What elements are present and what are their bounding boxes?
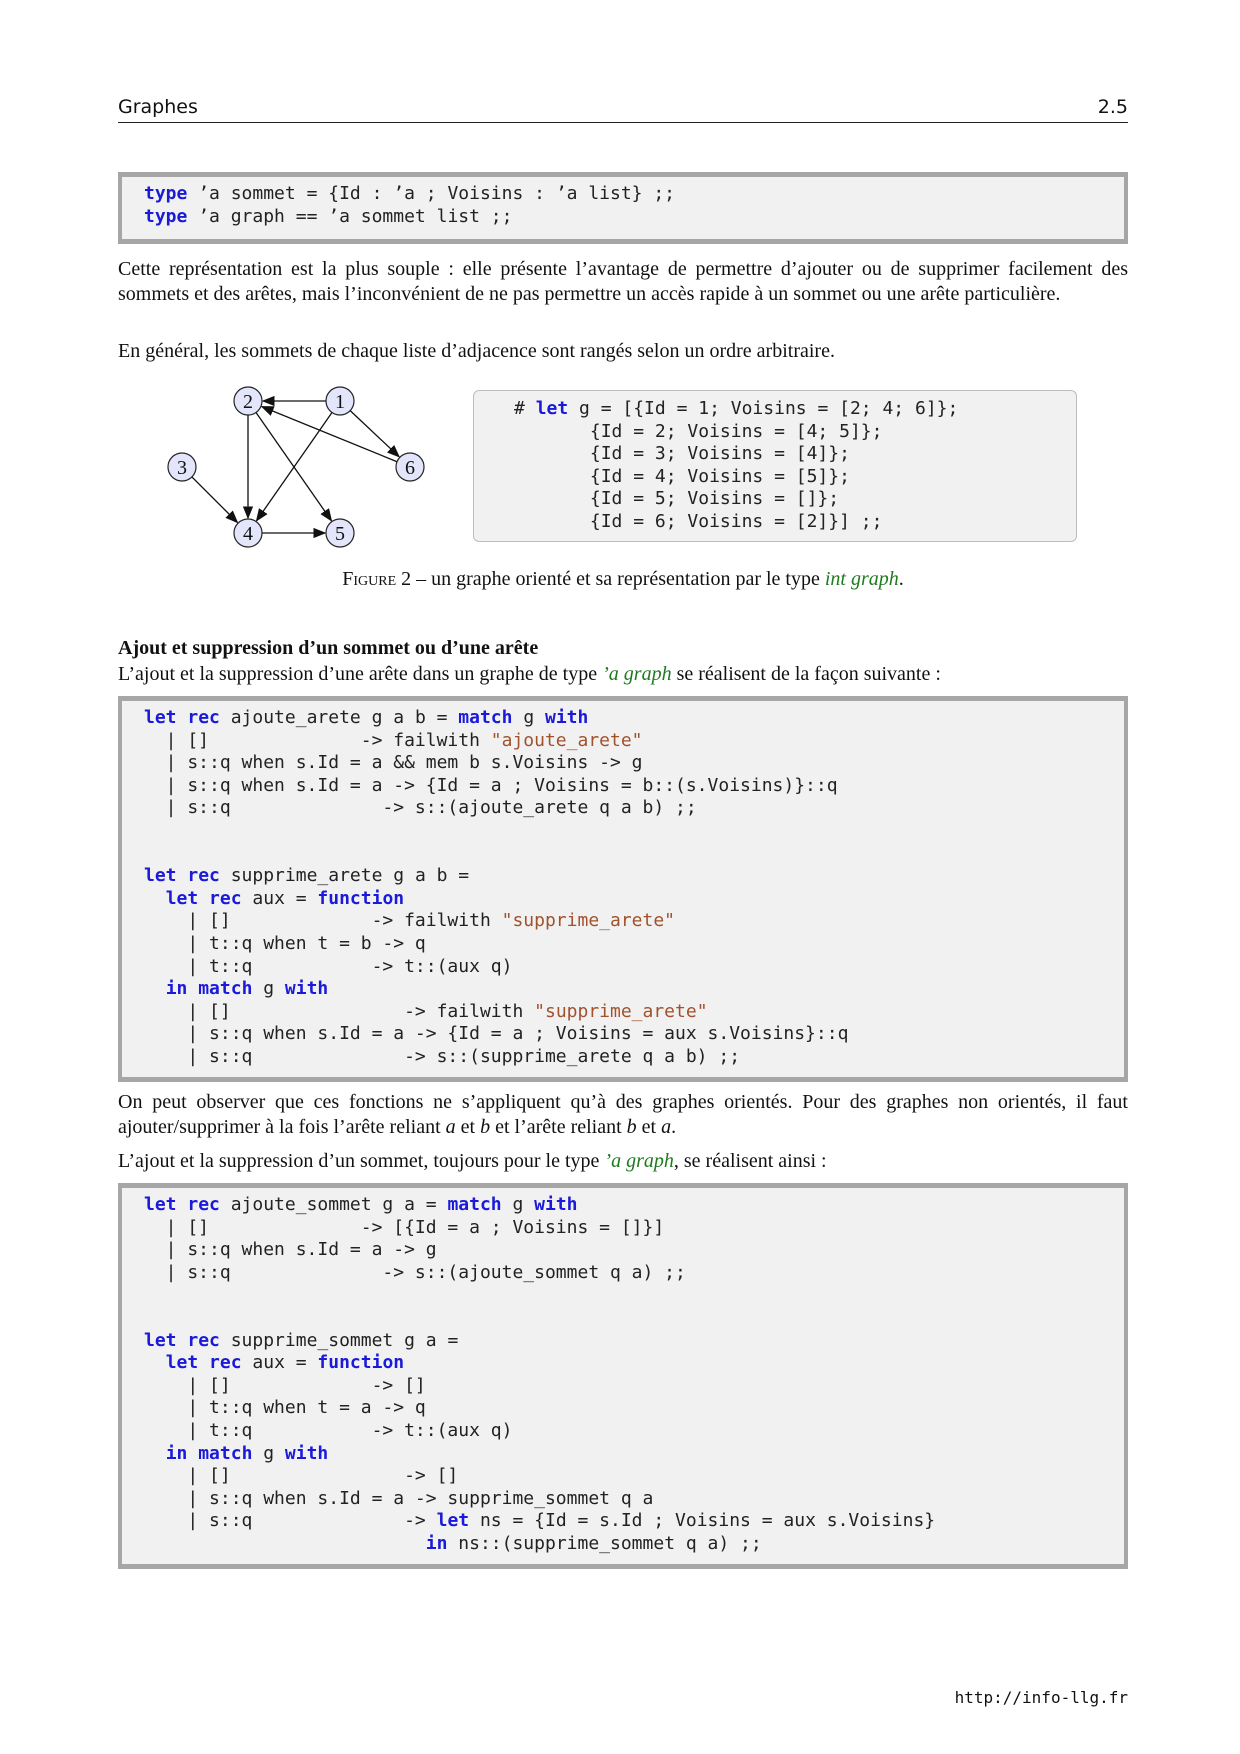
code-line: {Id = 3; Voisins = [4]}; bbox=[514, 443, 850, 465]
text: L’ajout et la suppression d’une arête dans un graphe de type bbox=[118, 663, 603, 685]
svg-text:5: 5 bbox=[335, 523, 345, 545]
text: On peut observer que ces fonctions ne s’appliquent qu’à des graphes orientés. Pour des graphes non orientés, il faut ajouter/supprimer à la fois l’arête reliant bbox=[118, 1091, 1128, 1138]
graph-node-1 bbox=[326, 387, 354, 415]
paragraph-order: En général, les sommets de chaque liste d’adjacence sont rangés selon un ordre arbitraire. bbox=[118, 340, 835, 362]
caption-text: – un graphe orienté et sa représentation par le type bbox=[411, 568, 825, 590]
paragraph-observation bbox=[118, 1090, 1128, 1139]
type-name: ’a graph bbox=[604, 1150, 674, 1172]
svg-text:4: 4 bbox=[243, 523, 253, 545]
paragraph-representation: Cette représentation est la plus souple : elle présente l’avantage de permettre d’ajouter ou de supprimer facilement des sommets et des arêtes, mais l’inconvénient de ne pas permettre un accès rapide à un sommet ou une arête particulière. bbox=[118, 258, 1128, 305]
code-line: {Id = 4; Voisins = [5]}; bbox=[514, 465, 850, 487]
subsection-title: Ajout et suppression d’un sommet ou d’une arête bbox=[118, 637, 539, 659]
code-block-vertices: let rec ajoute_sommet g a = match g with | [] -> [{Id = a ; Voisins = []}] | s::q when s.Id = a -> g | s::q -> s::(ajoute_sommet q a) ;; let rec supprime_sommet g a = let rec aux = function | [] -> [] | t::q when t = a -> q | t::q -> t::(aux q) in match g with | [] -> [] | s::q when s.Id = a -> supprime_sommet q a | s::q -> let ns = {Id = s.Id ; Voisins = aux s.Voisins} in ns::(supprime_sommet q a) ;; bbox=[118, 1188, 1128, 1564]
page-number: 2.5 bbox=[1097, 96, 1128, 118]
var-b: b bbox=[626, 1115, 637, 1138]
text: et bbox=[636, 1115, 662, 1138]
graph-code-box bbox=[473, 390, 1077, 542]
text: , se réalisent ainsi : bbox=[673, 1150, 827, 1172]
text: . bbox=[671, 1115, 677, 1138]
graph-edges bbox=[192, 401, 399, 533]
code-keyword: type bbox=[144, 205, 188, 227]
section-title: Graphes bbox=[118, 96, 198, 118]
var-a: a bbox=[445, 1115, 456, 1138]
footer-url[interactable]: http://info-llg.fr bbox=[954, 1688, 1128, 1707]
graph-node-6 bbox=[396, 453, 424, 481]
var-b: b bbox=[480, 1115, 491, 1138]
svg-text:2: 2 bbox=[243, 391, 253, 413]
text: L’ajout et la suppression d’un sommet, toujours pour le type bbox=[118, 1150, 605, 1172]
figure-label: Figure bbox=[342, 568, 397, 590]
type-name: ’a graph bbox=[602, 663, 672, 685]
graph-node-3 bbox=[168, 453, 196, 481]
text: et l’arête reliant bbox=[490, 1115, 627, 1138]
code-prompt: # bbox=[514, 398, 536, 419]
graph-nodes bbox=[168, 387, 424, 547]
svg-text:6: 6 bbox=[405, 457, 415, 479]
code-line: ’a sommet = {Id : ’a ; Voisins : ’a list} ;; bbox=[187, 183, 676, 204]
code-keyword: type bbox=[144, 183, 188, 204]
graph-edge-3-4 bbox=[192, 477, 237, 522]
graph-edge-1-6 bbox=[350, 411, 399, 457]
code-block-edges: let rec ajoute_arete g a b = match g with | [] -> failwith "ajoute_arete" | s::q when s.Id = a && mem b s.Voisins -> g | s::q when s.Id = a -> {Id = a ; Voisins = b::(s.Voisins)}::q | s::q -> s::(ajoute_arete q a b) ;; let rec supprime_arete g a b = let rec aux = function | [] -> failwith "supprime_arete" | t::q when t = b -> q | t::q -> t::(aux q) in match g with | [] -> failwith "supprime_arete" | s::q when s.Id = a -> {Id = a ; Voisins = aux s.Voisins}::q | s::q -> s::(supprime_arete q a b) ;; bbox=[118, 701, 1128, 1077]
graph-node-2 bbox=[234, 387, 262, 415]
code-block-types bbox=[118, 177, 1128, 239]
caption-type: int graph bbox=[824, 568, 899, 590]
var-a: a bbox=[661, 1115, 672, 1138]
svg-text:3: 3 bbox=[177, 457, 187, 479]
graph-figure bbox=[150, 375, 450, 555]
code-line: {Id = 2; Voisins = [4; 5]}; bbox=[514, 420, 883, 442]
graph-node-5 bbox=[326, 519, 354, 547]
graph-node-4 bbox=[234, 519, 262, 547]
graph-edge-6-2 bbox=[262, 407, 397, 462]
text: et bbox=[455, 1115, 481, 1138]
code-line: g = [{Id = 1; Voisins = [2; 4; 6]}; bbox=[568, 398, 959, 419]
code-line: {Id = 5; Voisins = []}; bbox=[514, 488, 840, 510]
paragraph-edge-intro bbox=[118, 662, 1128, 687]
code-line: {Id = 6; Voisins = [2]}] ;; bbox=[514, 510, 883, 532]
code-keyword: let bbox=[535, 398, 569, 419]
page-header bbox=[118, 96, 1128, 123]
caption-end: . bbox=[898, 568, 904, 590]
figure-number: 2 bbox=[401, 568, 412, 590]
svg-text:1: 1 bbox=[335, 391, 345, 413]
code-line: ’a graph == ’a sommet list ;; bbox=[187, 205, 513, 227]
figure-caption bbox=[118, 568, 1128, 591]
text: se réalisent de la façon suivante : bbox=[671, 663, 941, 685]
paragraph-vertex-intro bbox=[118, 1149, 1128, 1174]
